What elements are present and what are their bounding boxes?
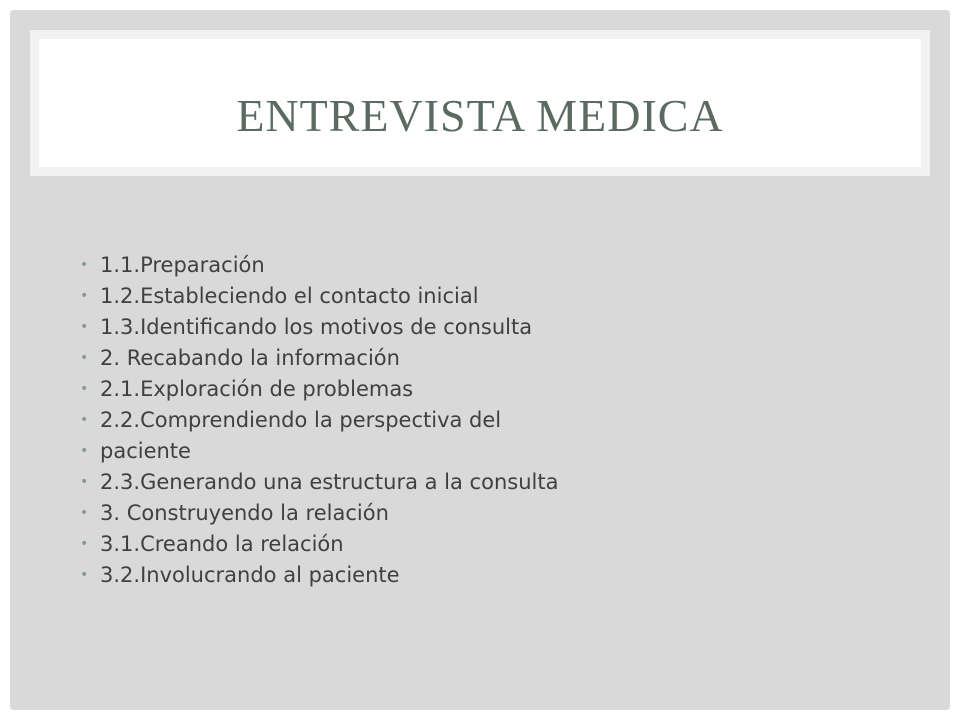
bullet-icon: • — [80, 474, 89, 490]
bullet-icon: • — [80, 567, 89, 583]
list-item — [74, 436, 558, 467]
list-item-text: 2. Recabando la información — [100, 346, 400, 370]
list-item-text: paciente — [100, 439, 191, 463]
bullet-icon: • — [80, 505, 89, 521]
list-item — [74, 281, 558, 312]
bullet-icon: • — [80, 350, 89, 366]
list-item-text: 3.2.Involucrando al paciente — [100, 563, 400, 587]
bullet-icon: • — [80, 443, 89, 459]
list-item-text: 1.1.Preparación — [100, 253, 265, 277]
list-item-text: 3. Construyendo la relación — [100, 501, 389, 525]
list-item — [74, 467, 558, 498]
bullet-icon: • — [80, 381, 89, 397]
bullet-list — [74, 250, 558, 591]
list-item — [74, 560, 558, 591]
title-panel — [39, 39, 921, 167]
bullet-icon: • — [80, 319, 89, 335]
list-item-text: 3.1.Creando la relación — [100, 532, 344, 556]
list-item — [74, 498, 558, 529]
list-item — [74, 343, 558, 374]
bullet-icon: • — [80, 257, 89, 273]
slide-title: ENTREVISTA MEDICA — [236, 90, 724, 141]
bullet-icon: • — [80, 412, 89, 428]
list-item-text: 2.3.Generando una estructura a la consulta — [100, 470, 559, 494]
list-item — [74, 374, 558, 405]
bullet-icon: • — [80, 288, 89, 304]
title-frame — [30, 30, 930, 176]
list-item — [74, 250, 558, 281]
list-item-text: 2.2.Comprendiendo la perspectiva del — [100, 408, 502, 432]
list-item-text: 2.1.Exploración de problemas — [100, 377, 414, 401]
list-item-text: 1.3.Identificando los motivos de consulta — [100, 315, 533, 339]
list-item-text: 1.2.Estableciendo el contacto inicial — [100, 284, 479, 308]
list-item — [74, 405, 558, 436]
bullet-icon: • — [80, 536, 89, 552]
list-item — [74, 312, 558, 343]
slide — [10, 10, 950, 710]
list-item — [74, 529, 558, 560]
